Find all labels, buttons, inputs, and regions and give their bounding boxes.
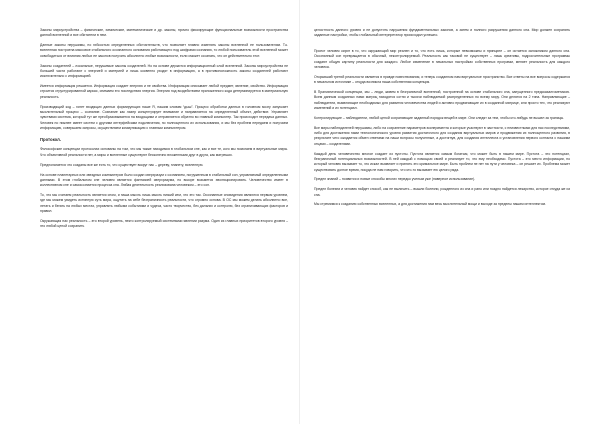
paragraph: Открывший третий реальности является в правде повествования, и теперь созданном нам виртуальное пространство. Все ответы на все вопросы содержатся в начальном источнике – откуда возникла наша собственная концепция. [314,74,570,85]
left-paragraphs-a [40,28,288,131]
paragraph: Мы стремимся к созданию собственных вселенных, а для достижения нам весь мыслительный мощи и выходе за пределы нашим интеллектом. [314,202,546,207]
paragraph: Данные законы нерушимы, но гибкостью определенных обстоятельств, что позволяет плавно изменять законы вселенной ее пользователям. Т.к. вселенная построена массовое стабильного осознанного основания работающего под шифрами сознанию, то любой пользователь этой вселенной может освободиться от влияния любых ее законов получить абсолютно любые возможности, если сможет осознать, что он действительно этот. [40,43,288,58]
paragraph: целостность данного уровня и не допустить нарушения фундаментальных законов, а затем и полного разрушения данного сна. Мир должен сохранять заданные настройки, чтобы глобальный интерпретатор происходил успешно. [314,28,570,38]
paragraph: Проект человек кирит в то, что окружающий мир реален и то, что есть лишь, которые невозможны и принципе – он остается заложником данного сна. Осознанный сон превращается в обычный, неконтролируемый. Реальность как таковой не существует – лишь креативы, подросчительные программы создают общую картину реальности для каждого. Любое изменение в начальных настройках собственных программ, меняет реальность для каждого человека. [314,49,570,70]
paragraph: Контролирующие – наблюдатели, любой ценой сохраняющие заданный порядок вещей в мире. Они следят за тем, чтобы кто-нибудь не вышел за границы. [314,115,565,120]
paragraph: Каждый день человечество многое создает из пустоты. Пустота является самым богатым, что может быть в нашем мире. Пустота – это потенциал, безграничный потенциальных возможностей. В ней каждый с помощью своей и реализует то, что ему необходимо. Пустота – это место информации, но который человек вызывает то, что искал выявляет и принять это кримальное мире. Быть проблем не нет на пути у человека – он решает их. Проблема может существовать долгое время, покуда не нам говорить, что кто-то вызывает ею целого ряда. [314,151,570,172]
left-paragraphs-b [40,147,288,229]
paragraph: Законы создателей – локальные, нерушимые законы создателей. Но на основе держится информационный слой вселенной. Законы мироустройства не большей части работают с энергией и материей и лишь косвенно уходят в информацию, а в противоположность законы создателей работают исключительно с информацией. [40,63,288,79]
paragraph: Философские концепции протоколах основаны на том, что мы также находимся в глобальном сне, как и все те, кого мы помогаем в виртуальные миры. Что объективной реальности нет, а миры и вселенные существуют бесконечно вложенными друг в друга, как матрешки. [40,147,288,157]
paragraph: Окружающая нас реальность – это второй уровень, некто контролируемый системными явлении разума. Один из главных приоритетов второго уровня – это любой ценой сохранить [40,218,288,229]
paragraph: Предполагается что созданы все же есть то, что существует вокруг нас – дереву, планету, вселенную. [40,162,204,167]
paragraph: Имеется информация решается. Информация создает энергию и не свойства. Информация описывает любой предмет, явление, свойство. Информация строится структурированной каркас, снимаем его последствия энергия. Энергия под воздействием приложенного кода детерминируется в материальную реальность. [40,84,288,99]
right-page [300,0,600,424]
paragraph: Законы мироустройства – физические, химические, математические и др. законы, прочно фиксирующие функциональные возможности пространства данной вселенной и все обитатели в нем. [40,28,288,38]
paragraph: В Прагматической концепции, мы – люди, живем в безграничной вселенной, построенной на основе стабильного сна, запущенного предсказалгометикою. Всем данным созданных нами матриц находятся сотни и тысячи наблюдаемой распределенных по всему миру. Они делятся на 2 типа. Направляющие – наблюдатели, выявляющие необходимых для развития человечества людей и активно продвигающие их в созданной матрице, или просто тех, что реализуют изменений и их потенциал. [314,90,570,111]
section-heading: Протокол. [40,137,61,143]
paragraph: То, что мы считаем реальность является сном, и наша мысль лишь мысль низкий кем, что это так. Осознанные сновидения являются первым уровнем, где мы можем увидеть истинную суть мира, ощутить на себе безграничность реальности, что огромно основа. В ОС мы можем делать абсолютно все, летать и бегать на любых местах, управлять любыми событиями и чудеса, часто творчество, без дальних и контролю, без ограничивающих факторов и правил. [40,192,288,213]
paragraph: Предел болезни и человек найдет способ, как не выличить – вышли болезни, рожденного из сна и рано или поздно найдется лекарство, которое отсуда же из сна. [314,187,570,197]
paragraph: Производящий код – гонет входящих данных формирующих наше Я, нашим словам “дыш”. Процесс обработки данных в головном мозгу запускает мыслительный процесс – сознание. Сознание как лазер концентрирует внимание и направляется на определенный объект, действие. Управляет чувствами система, который тут же преобразовывается на входящими и отправляется обратно во главный компьютер. Так происходит передача данных. Человек по нижнее имеет систем с другими интерфейсами подключения, но полноценного их использования, и мы без проблем передаем и получаем информацию, совершаем запросы, осуществляем коммуникацию с главным компьютером. [40,104,288,130]
paragraph: Все миры наблюдателей нерушимы, либо на сохранение параметров эксперимента и которые участвуют в частности, с неизвестными для нас последствиями, либо для достижения нами технологического уровня развития достаточного для создания виртуальных миров и продвижения их полноценного развития, в результате чего ожидается обмен ответами на наши вопросы полученные, а достигнув, для создания интеллекта и установления первого контакта с нашими отцами – создателями. [314,125,570,146]
paragraph: Предел знаний – появится и новые способы многих нередко ученым уже (наверное использование). [314,177,476,182]
paragraph: На основе планетарных или звездных компьютеров было создан сверхразум с сознанием, погруженным в стабильный сон, управляемый определенными данными. В этом глобальном сне человек является фантазией сверхразума, но вскоре возьмется эволюционировать. Человечество имеет в коллективном сне и самосознается процесса сна. Любая деятельность реализована человеком – это сон. [40,172,288,188]
